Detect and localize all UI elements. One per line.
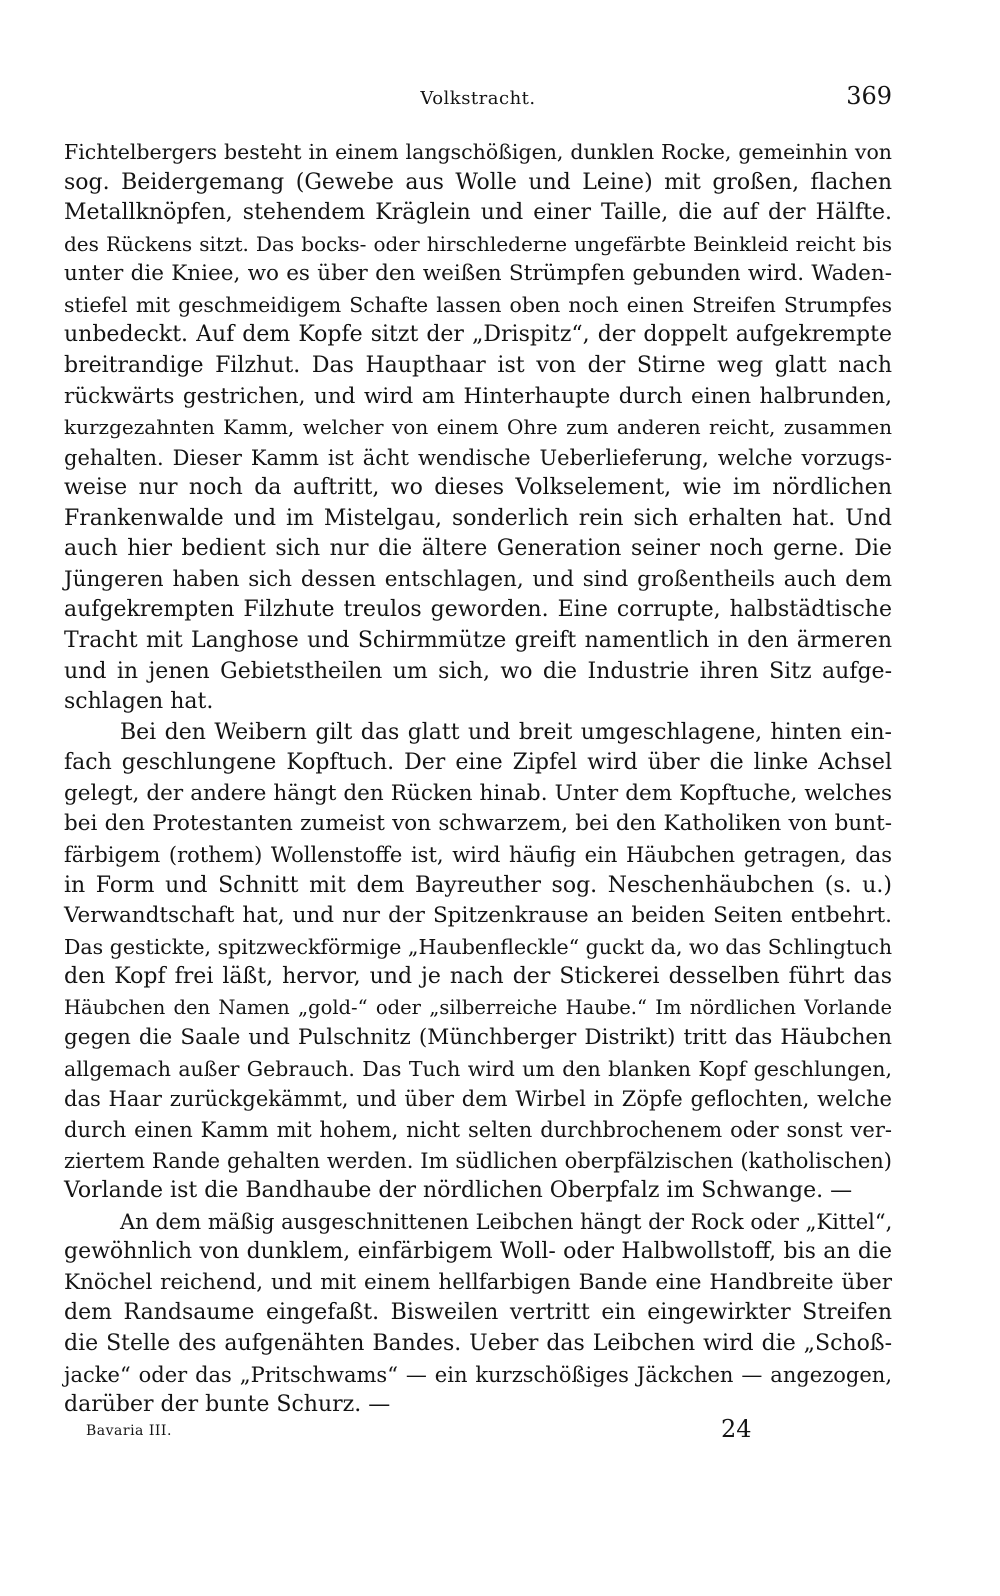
- text-line: des Rückens sitzt. Das bocks- oder hirschlederne ungefärbte Beinkleid reicht bis: [64, 231, 892, 256]
- text-line: Tracht mit Langhose und Schirmmütze greift namentlich in den ärmeren: [64, 628, 892, 653]
- text-line: bei den Protestanten zumeist von schwarzem, bei den Katholiken von bunt-: [64, 811, 892, 837]
- text-line: unter die Kniee, wo es über den weißen Strümpfen gebunden wird. Waden-: [64, 261, 892, 287]
- text-line: stiefel mit geschmeidigem Schafte lassen oben noch einen Streifen Strumpfes: [64, 292, 892, 317]
- text-line: Jüngeren haben sich dessen entschlagen, und sind großentheils auch dem: [64, 566, 892, 592]
- text-line: Das gestickte, spitzweckförmige „Haubenfleckle“ guckt da, wo das Schlingtuch: [64, 934, 893, 959]
- text-line: und in jenen Gebietstheilen um sich, wo die Industrie ihren Sitz aufge-: [64, 658, 892, 684]
- text-line: gehalten. Dieser Kamm ist ächt wendische Ueberlieferung, welche vorzugs-: [64, 445, 892, 470]
- text-line: Fichtelbergers besteht in einem langschößigen, dunklen Rocke, gemeinhin von: [64, 140, 892, 164]
- paragraph-end-line: schlagen hat.: [64, 689, 214, 715]
- paragraph-end-line: darüber der bunte Schurz. —: [64, 1392, 391, 1418]
- text-line: dem Randsaume eingefaßt. Bisweilen vertritt ein eingewirkter Streifen: [64, 1300, 892, 1326]
- text-line: Frankenwalde und im Mistelgau, sonderlich rein sich erhalten hat. Und: [64, 505, 892, 531]
- text-line: unbedeckt. Auf dem Kopfe sitzt der „Drispitz“, der doppelt aufgekrempte: [64, 322, 892, 348]
- text-line: ziertem Rande gehalten werden. Im südlichen oberpfälzischen (katholischen): [64, 1148, 892, 1173]
- text-line: Knöchel reichend, und mit einem hellfarbigen Bande eine Handbreite über: [64, 1269, 892, 1295]
- running-title: Volkstracht.: [420, 88, 536, 109]
- paragraph-end-line: Vorlande ist die Bandhaube der nördlichen Oberpfalz im Schwange. —: [64, 1178, 853, 1204]
- paragraph-start-line: An dem mäßig ausgeschnittenen Leibchen hängt der Rock oder „Kittel“,: [120, 1209, 893, 1234]
- page-number: 369: [846, 82, 892, 110]
- text-line: Metallknöpfen, stehendem Kräglein und einer Taille, die auf der Hälfte.: [64, 200, 892, 226]
- text-line: auch hier bedient sich nur die ältere Generation seiner noch gerne. Die: [64, 536, 892, 562]
- sheet-number: 24: [721, 1415, 752, 1443]
- text-line: sog. Beidergemang (Gewebe aus Wolle und Leine) mit großen, flachen: [64, 169, 892, 195]
- text-line: Häubchen den Namen „gold-“ oder „silberreiche Haube.“ Im nördlichen Vorlande: [64, 995, 892, 1019]
- printer-signature: Bavaria III.: [86, 1423, 172, 1439]
- text-line: rückwärts gestrichen, und wird am Hinterhaupte durch einen halbrunden,: [64, 383, 892, 409]
- text-line: färbigem (rothem) Wollenstoffe ist, wird häufig ein Häubchen getragen, das: [64, 842, 892, 867]
- running-head: [64, 82, 892, 116]
- text-line: in Form und Schnitt mit dem Bayreuther sog. Neschenhäubchen (s. u.): [64, 872, 892, 898]
- text-line: kurzgezahnten Kamm, welcher von einem Ohre zum anderen reicht, zusammen: [64, 415, 892, 440]
- text-line: gewöhnlich von dunklem, einfärbigem Woll- oder Halbwollstoff, bis an die: [64, 1239, 892, 1265]
- text-line: gelegt, der andere hängt den Rücken hinab. Unter dem Kopftuche, welches: [64, 780, 892, 806]
- body-text: [64, 137, 892, 1421]
- text-line: das Haar zurückgekämmt, und über dem Wirbel in Zöpfe geflochten, welche: [64, 1087, 892, 1112]
- text-line: weise nur noch da auftritt, wo dieses Volkselement, wie im nördlichen: [64, 475, 892, 501]
- page-footer: [64, 1415, 892, 1449]
- text-line: breitrandige Filzhut. Das Haupthaar ist von der Stirne weg glatt nach: [64, 352, 892, 378]
- text-line: gegen die Saale und Pulschnitz (Münchberger Distrikt) tritt das Häubchen: [64, 1025, 892, 1051]
- paragraph-start-line: Bei den Weibern gilt das glatt und breit umgeschlagene, hinten ein-: [120, 719, 892, 745]
- text-line: durch einen Kamm mit hohem, nicht selten durchbrochenem oder sonst ver-: [64, 1118, 892, 1142]
- text-line: jacke“ oder das „Pritschwams“ — ein kurzschößiges Jäckchen — angezogen,: [64, 1362, 892, 1387]
- text-line: allgemach außer Gebrauch. Das Tuch wird um den blanken Kopf geschlungen,: [64, 1056, 892, 1081]
- text-line: den Kopf frei läßt, hervor, und je nach der Stickerei desselben führt das: [64, 964, 892, 990]
- text-line: fach geschlungene Kopftuch. Der eine Zipfel wird über die linke Achsel: [64, 750, 892, 776]
- text-line: Verwandtschaft hat, und nur der Spitzenkrause an beiden Seiten entbehrt.: [64, 903, 892, 929]
- text-line: die Stelle des aufgenähten Bandes. Ueber das Leibchen wird die „Schoß-: [64, 1330, 892, 1356]
- text-line: aufgekrempten Filzhute treulos geworden. Eine corrupte, halbstädtische: [64, 597, 892, 623]
